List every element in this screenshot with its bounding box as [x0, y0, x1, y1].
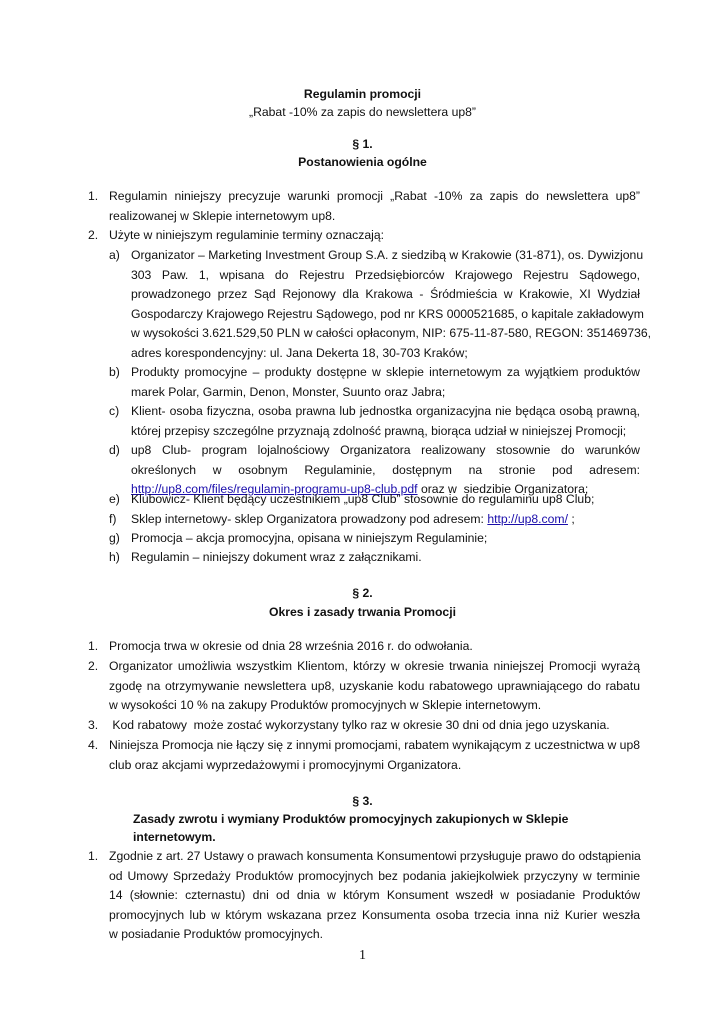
s2-item3-number: 3.	[88, 718, 99, 732]
section3-number: § 3.	[352, 794, 373, 808]
s1-item2a-line: prowadzonego przez Sąd Rejonowy dla Krakowa - Śródmieścia w Krakowie, XI Wydział	[131, 287, 640, 302]
s1-item2a-line: adres korespondencyjny: ul. Jana Dekerta 18, 30-703 Kraków;	[131, 345, 468, 360]
s1-item2e-label: e)	[109, 492, 120, 506]
s1-item2a-line: Organizator – Marketing Investment Group S.A. z siedzibą w Krakowie (31-871), os. Dywizjonu	[131, 248, 644, 262]
s3-item1-line: od Umowy Sprzedaży Produktów promocyjnych bez podania jakiejkolwiek przyczyny w terminie	[109, 868, 640, 883]
s1-item2c-line: której przepisy szczególne przyznają zdolność prawną, biorąca udział w niniejszej Promocji;	[131, 423, 627, 438]
s2-item3-text: Kod rabatowy może zostać wykorzystany tylko raz w okresie 30 dni od dnia jego uzyskania.	[109, 718, 610, 732]
s2-item2-line: zgodę na otrzymywanie newslettera up8, uzyskanie kodu rabatowego uprawniającego do rabatu	[109, 678, 640, 693]
s2-item4-line: club oraz akcjami wyprzedażowymi i promocyjnymi Organizatora.	[109, 757, 462, 772]
s1-item2d-line: określonych w osobnym Regulaminie, dostępnym na stronie pod adresem:	[131, 462, 640, 477]
document-title: Regulamin promocji	[303, 87, 422, 101]
s1-item2b-text	[131, 363, 640, 402]
s1-item2e-text: Klubowicz- Klient będący uczestnikiem „up8 Club” stosownie do regulaminu up8 Club;	[131, 492, 595, 506]
s1-item2c-line: Klient- osoba fizyczna, osoba prawna lub jednostka organizacyjna nie będąca osobą prawną,	[131, 404, 640, 418]
s3-item1-number: 1.	[88, 849, 99, 863]
page-number: 1	[359, 948, 366, 963]
s3-item1-line: promocyjnych lub w którym wskazana przez Konsumenta osoba trzecia inna niż Kurier weszła	[109, 907, 640, 922]
s1-item2d-after-link: oraz w siedzibie Organizatora;	[417, 482, 589, 497]
s1-item2f-label: f)	[109, 512, 117, 526]
s2-item2-line: w wysokości 10 % na zakupy Produktów promocyjnych w Sklepie internetowym.	[109, 698, 542, 713]
s2-item2-line: Organizator umożliwia wszystkim Klientom, którzy w okresie trwania niniejszej Promocji wyrażą	[109, 659, 640, 673]
s2-item1-text: Promocja trwa w okresie od dnia 28 września 2016 r. do odwołania.	[109, 639, 473, 653]
s1-item2b-line: Produkty promocyjne – produkty dostępne w sklepie internetowym za wyjątkiem produktów	[131, 365, 640, 379]
document-subtitle: „Rabat -10% za zapis do newslettera up8”	[249, 105, 476, 119]
s1-item2d-line: up8 Club- program lojalnościowy Organizatora realizowany stosownie do warunków	[131, 443, 640, 457]
s1-item2a-line: Gospodarczy Krajowego Rejestru Sądowego, pod nr KRS 0000521685, o kapitale zakładowym	[131, 306, 644, 321]
s1-item2g-label: g)	[109, 531, 120, 545]
s3-item1-text	[109, 847, 640, 945]
s1-item2c-label: c)	[109, 404, 120, 418]
s1-item1-text	[109, 187, 640, 226]
section1-number: § 1.	[352, 137, 373, 151]
s1-item1-number: 1.	[88, 189, 99, 203]
s2-item2-number: 2.	[88, 659, 99, 673]
s1-item2a-line: 303 Paw. 1, wpisana do Rejestru Przedsiębiorców Krajowego Rejestru Sądowego,	[131, 267, 640, 282]
s1-item2b-line: marek Polar, Garmin, Denon, Monster, Suunto oraz Jabra;	[131, 384, 446, 399]
s1-item2h-text: Regulamin – niniejszy dokument wraz z załącznikami.	[131, 550, 422, 564]
s2-item4-line: Niniejsza Promocja nie łączy się z innymi promocjami, rabatem wynikającym z uczestnictwa w up8	[109, 738, 641, 752]
s1-item2d-label: d)	[109, 443, 120, 457]
s1-item2h-label: h)	[109, 550, 120, 564]
up8-shop-link[interactable]: http://up8.com/	[487, 512, 568, 526]
s1-item2a-label: a)	[109, 248, 120, 262]
s1-item2g-text: Promocja – akcja promocyjna, opisana w niniejszym Regulaminie;	[131, 531, 488, 545]
s1-item2-number: 2.	[88, 228, 99, 242]
section2-number: § 2.	[352, 586, 373, 600]
s1-item2b-label: b)	[109, 365, 120, 379]
s1-item2a-text	[131, 246, 652, 364]
s2-item4-text	[109, 736, 640, 775]
s1-item2f-after-link: ;	[567, 512, 575, 526]
s1-item2-intro: Użyte w niniejszym regulaminie terminy oznaczają:	[109, 228, 384, 242]
up8-club-regulations-link[interactable]: http://up8.com/files/regulamin-programu-up8-club.pdf	[131, 482, 418, 497]
section3-heading: Zasady zwrotu i wymiany Produktów promocyjnych zakupionych w Sklepie internetowym.	[133, 812, 569, 844]
s1-item1-line: Regulamin niniejszy precyzuje warunki promocji „Rabat -10% za zapis do newslettera up8”	[109, 189, 640, 203]
section1-heading: Postanowienia ogólne	[298, 155, 427, 169]
s3-item1-line: w posiadanie Produktów promocyjnych.	[109, 927, 324, 942]
s3-item1-line: 14 (słownie: czternastu) dni od dnia w którym Konsument wszedł w posiadanie Produktów	[109, 888, 640, 903]
s2-item4-number: 4.	[88, 738, 99, 752]
s1-item2f-text-main: Sklep internetowy- sklep Organizatora prowadzony pod adresem:	[131, 512, 488, 526]
s1-item2c-text	[131, 402, 640, 441]
s1-item1-line: realizowanej w Sklepie internetowym up8.	[109, 208, 336, 223]
s3-item1-line: Zgodnie z art. 27 Ustawy o prawach konsumenta Konsumentowi przysługuje prawo do odstąpienia	[109, 849, 641, 863]
s2-item2-text	[109, 657, 640, 716]
s2-item1-number: 1.	[88, 639, 99, 653]
s1-item2f-text	[131, 510, 575, 530]
s1-item2a-line: w wysokości 3.621.529,50 PLN w całości opłaconym, NIP: 675-11-87-580, REGON: 351469736,	[131, 326, 652, 341]
section2-heading: Okres i zasady trwania Promocji	[269, 605, 456, 619]
